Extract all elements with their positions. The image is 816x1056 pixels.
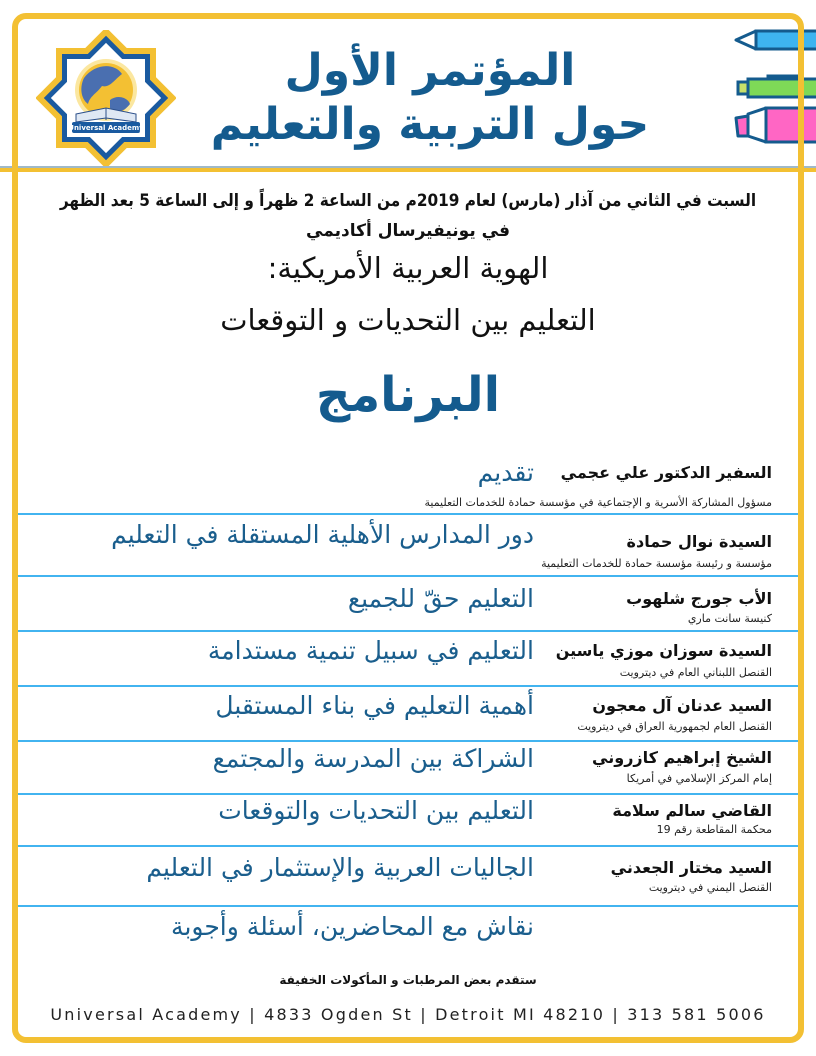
speaker-role: كنيسة سانت ماري [687, 612, 772, 625]
event-date-time: السبت في الثاني من آذار (مارس) لعام 2019م من الساعة 2 ظهراً و إلى الساعة 5 بعد الظهر [59, 191, 757, 211]
theme-line-2: التعليم بين التحديات و التوقعات [220, 303, 596, 337]
contact-info: Universal Academy | 4833 Ogden St | Detroit MI 48210 | 313 581 5006 [50, 1005, 766, 1024]
speaker-role: القنصل العام لجمهورية العراق في ديترويت [577, 720, 772, 733]
session-topic: التعليم بين التحديات والتوقعات [218, 796, 534, 825]
speaker-name: السيد عدنان آل معجون [592, 696, 772, 715]
refreshments-note: ستقدم بعض المرطبات و المأكولات الخفيفة [279, 973, 537, 987]
universal-academy-logo [36, 30, 176, 166]
header-divider-gold [0, 168, 816, 172]
theme-line-1: الهوية العربية الأمريكية: [267, 251, 549, 285]
session-topic: التعليم حقّ للجميع [347, 584, 534, 613]
title-line-1: المؤتمر الأول [284, 45, 576, 96]
speaker-name: السيدة سوزان موزي ياسين [555, 641, 772, 660]
agenda-divider [17, 793, 798, 795]
speaker-role: محكمة المقاطعة رقم 19 [656, 823, 772, 836]
speaker-name: السيدة نوال حمادة [626, 532, 772, 551]
agenda-divider [17, 845, 798, 847]
program-heading: البرنامج [315, 367, 501, 423]
speaker-name: السيد مختار الجعدني [610, 858, 772, 877]
session-topic: دور المدارس الأهلية المستقلة في التعليم [111, 520, 534, 549]
speaker-role: مسؤول المشاركة الأسرية و الإجتماعية في مؤسسة حمادة للخدمات التعليمية [424, 496, 772, 509]
speaker-role: القنصل اليمني في ديترويت [648, 881, 772, 894]
speaker-role: مؤسسة و رئيسة مؤسسة حمادة للخدمات التعليمية [541, 557, 772, 570]
session-topic: أهمية التعليم في بناء المستقبل [215, 691, 534, 720]
conference-title [180, 44, 680, 152]
agenda-divider [17, 630, 798, 632]
speaker-role: إمام المركز الإسلامي في أمريكا [626, 772, 772, 785]
agenda-divider [17, 575, 798, 577]
agenda-divider [17, 513, 798, 515]
speaker-name: القاضي سالم سلامة [612, 801, 772, 820]
pencils-decoration-icon [732, 26, 816, 156]
event-venue: في يونيفيرسال أكاديمي [306, 221, 510, 241]
speaker-name: الشيخ إبراهيم كازروني [592, 748, 772, 767]
title-line-2: حول التربية والتعليم [210, 99, 650, 150]
session-topic: نقاش مع المحاضرين، أسئلة وأجوبة [171, 912, 534, 941]
svg-text:Universal Academy: Universal Academy [68, 124, 144, 132]
speaker-name: السفير الدكتور علي عجمي [560, 463, 772, 482]
agenda-divider [17, 905, 798, 907]
agenda-divider [17, 685, 798, 687]
agenda-divider [17, 740, 798, 742]
session-topic: التعليم في سبيل تنمية مستدامة [207, 636, 534, 665]
session-topic: الشراكة بين المدرسة والمجتمع [212, 744, 534, 773]
session-topic: تقديم [477, 458, 534, 487]
session-topic: الجاليات العربية والإستثمار في التعليم [146, 853, 534, 882]
speaker-name: الأب جورج شلهوب [626, 589, 772, 608]
speaker-role: القنصل اللبناني العام في ديترويت [619, 666, 772, 679]
